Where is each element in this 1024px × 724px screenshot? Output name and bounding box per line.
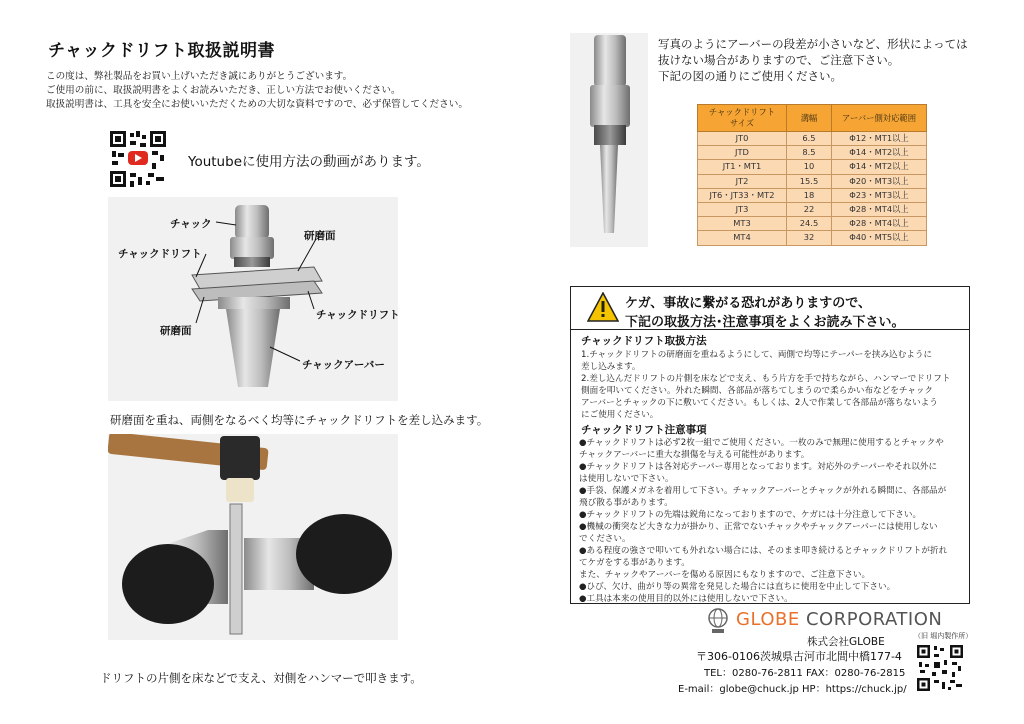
handling-steps: 1.チャックドリフトの研磨面を重ねるようにして、両側で均等にテーパーを挟み込むように 差し込みます。 2.差し込んだドリフトの片側を床などで支え、もう片方を手で持ちながら、ハンマーでドリフト 側面を叩いてください。外れた瞬間、各部品が落ちてしまうので柔らかい布などをチャック アーバーとチャックの下に敷いてください。もしくは、2人で作業して各部品が落ちないよう にご使用ください。 <box>581 350 951 420</box>
table-header-row <box>698 105 927 132</box>
arbor-note: 写真のようにアーバーの段差が小さいなど、形状によっては 抜けない場合がありますので、ご注意下さい。 下記の図の通りにご使用ください。 <box>658 37 968 83</box>
label-drift-right: チャックドリフト <box>316 309 400 321</box>
company-address: 〒306-0106茨城県古河市北間中橋177-4 <box>696 650 902 663</box>
table-row: JT0 6.5 Φ12・MT1以上 <box>698 132 927 146</box>
arbor-example-photo <box>570 33 648 247</box>
company-former-name: （旧 堀内製作所） <box>914 632 973 640</box>
intro-text: この度は、弊社製品をお買い上げいただき誠にありがとうございます。 ご使用の前に、取扱説明書をよくお読みいただき、正しい方法でお使いください。 取扱説明書は、工具を安全にお使いいただくための大切な資料ですので、必ず保管してください。 <box>46 71 468 110</box>
th-size <box>698 105 787 132</box>
table-row: MT3 24.5 Φ28・MT4以上 <box>698 217 927 231</box>
warning-text: ケガ、事故に繋がる恐れがありますので、 下記の取扱方法･注意事項をよくお読み下さい。 <box>625 296 905 330</box>
label-arbor: チャックアーバー <box>302 359 385 371</box>
caution-list: ●チャックドリフトは必ず2枚一組でご使用ください。一枚のみで無理に使用するとチャックや チャックアーバーに重大な損傷を与える可能性があります。 ●チャックドリフトは各対応テーパー専用となっております。対応外のテーパーやそれ以外に は使用しないで下さい。 ●手袋、保護メガネを着用して下さい。チャックアーバーとチャックが外れる瞬間に、各部品が 飛び散る事があります。 ●チャックドリフトの先端は鋭角になっておりますので、ケガには十分注意して下さい。 ●機械の衝突など大きな力が掛かり、正常でないチャックやチャックアーバーには使用しない でください。 ●ある程度の強さで叩いても外れない場合には、そのまま叩き続けるとチャックドリフトが折れ てケガをする事があります。 また、チャックやアーバーを傷める原因にもなりますので、ご注意下さい。 ●ひび、欠け、曲がり等の異常を発見した場合には直ちに使用を中止して下さい。 ●工具は本来の使用目的以外には使用しないで下さい。 <box>579 438 948 604</box>
company-name: GLOBE CORPORATION <box>736 609 943 630</box>
table-row: JTD 8.5 Φ14・MT2以上 <box>698 146 927 160</box>
website-qr-code[interactable] <box>916 644 964 692</box>
label-ground-face-bottom: 研磨面 <box>160 325 192 337</box>
th-range: アーバー側対応範囲 <box>832 105 927 132</box>
caption-insert: 研磨面を重ね、両側をなるべく均等にチャックドリフトを差し込みます。 <box>110 413 489 427</box>
arbor-illustration <box>570 33 648 247</box>
label-ground-face-top: 研磨面 <box>304 230 336 242</box>
caution-title: チャックドリフト注意事項 <box>581 424 707 436</box>
table-row: JT6・JT33・MT2 18 Φ23・MT3以上 <box>698 188 927 202</box>
label-drift-left: チャックドリフト <box>118 248 202 260</box>
hammer-photo <box>108 434 398 640</box>
th-size-line1: チャックドリフト <box>708 107 776 117</box>
handling-title: チャックドリフト取扱方法 <box>581 335 707 347</box>
youtube-qr-code[interactable] <box>108 129 168 189</box>
label-chuck: チャック <box>170 218 212 230</box>
drift-size-table <box>697 104 927 246</box>
caption-hammer: ドリフトの片側を床などで支え、対側をハンマーで叩きます。 <box>100 671 422 685</box>
table-row: JT3 22 Φ28・MT4以上 <box>698 202 927 216</box>
company-contact[interactable]: E-mail：globe@chuck.jp HP：https://chuck.jp/ <box>678 684 907 695</box>
warning-box <box>570 286 970 604</box>
hammer-illustration <box>108 434 398 640</box>
th-groove: 溝幅 <box>787 105 832 132</box>
globe-logo-icon <box>706 607 730 635</box>
table-row: MT4 32 Φ40・MT5以上 <box>698 231 927 245</box>
warning-header <box>571 287 969 330</box>
warning-triangle-icon <box>587 292 619 322</box>
th-size-line2: サイズ <box>729 118 755 128</box>
table-row: JT2 15.5 Φ20・MT3以上 <box>698 174 927 188</box>
label-leaders <box>108 197 398 401</box>
company-phone: TEL：0280-76-2811 FAX：0280-76-2815 <box>704 668 906 679</box>
video-note: Youtubeに使用方法の動画があります。 <box>188 154 430 170</box>
company-jp-name: 株式会社GLOBE <box>807 636 885 648</box>
table-row: JT1・MT1 10 Φ14・MT2以上 <box>698 160 927 174</box>
page-title: チャックドリフト取扱説明書 <box>48 41 275 61</box>
